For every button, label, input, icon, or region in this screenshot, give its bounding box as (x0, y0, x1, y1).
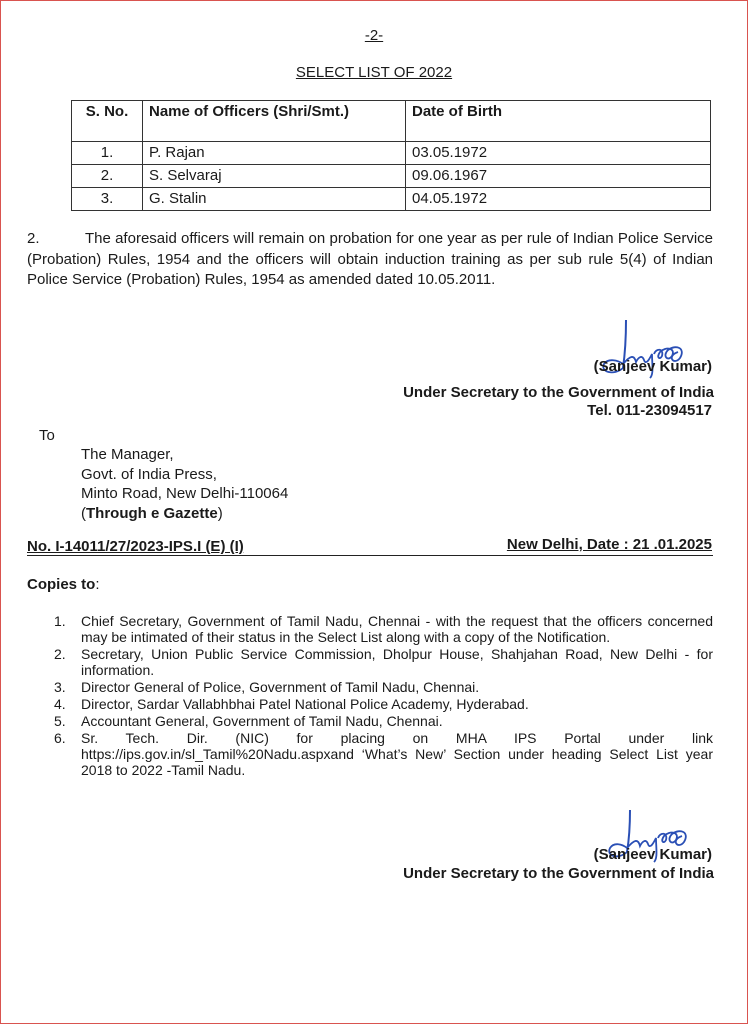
cell-dob: 09.06.1967 (406, 165, 711, 188)
header-sno: S. No. (72, 101, 143, 142)
cell-name: G. Stalin (143, 188, 406, 211)
reference-place-date: New Delhi, Date : 21 .01.2025 (506, 536, 712, 553)
addressee-line: Minto Road, New Delhi-110064 (81, 485, 289, 502)
table-header-row (72, 101, 711, 142)
to-label: To (39, 427, 55, 444)
list-item: 3. Director General of Police, Government of Tamil Nadu, Chennai. (54, 679, 480, 695)
select-list-table (71, 100, 711, 211)
probation-paragraph (27, 229, 713, 291)
list-item: 6. Sr. Tech. Dir. (NIC) for placing on MHA IPS Portal under link https://ips.gov.in/sl_Tamil%20Nadu.aspxand ‘What’s New’ Section under heading Select List year 2018 to 2022 -Tamil Nadu. (54, 730, 713, 778)
list-item: 1. Chief Secretary, Government of Tamil Nadu, Chennai - with the request that the officers concerned may be intimated of their status in the Select List along with a copy of the Notification. (54, 613, 713, 645)
page-number: -2- (364, 27, 384, 44)
signatory-name-1: (Sanjeev Kumar) (593, 358, 712, 375)
paragraph-text: The aforesaid officers will remain on probation for one year as per rule of Indian Police Service (Probation) Rules, 1954 and the officers will obtain induction training as per sub rule 5(4) of Indian Police Service (Probation) Rules, 1954 as amended dated 10.05.2011. (27, 230, 713, 288)
table-row (72, 188, 711, 211)
header-dob: Date of Birth (406, 101, 711, 142)
addressee-via: (Through e Gazette) (81, 504, 223, 522)
signatory-designation-1: Under Secretary to the Government of India (403, 384, 714, 401)
addressee-line: The Manager, (81, 446, 174, 463)
addressee-line: Govt. of India Press, (81, 465, 217, 483)
list-item: 5. Accountant General, Government of Tamil Nadu, Chennai. (54, 713, 443, 729)
cell-sno: 3. (72, 188, 143, 211)
cell-name: P. Rajan (143, 142, 406, 165)
reference-number: No. I-14011/27/2023-IPS.I (E) (I) (27, 538, 244, 555)
paragraph-number: 2. (27, 230, 40, 247)
table-row (72, 142, 711, 165)
list-item: 4. Director, Sardar Vallabhbhai Patel National Police Academy, Hyderabad. (54, 696, 529, 712)
document-title: SELECT LIST OF 2022 (295, 64, 453, 81)
reference-underline (27, 555, 713, 556)
copies-to-label: Copies to: (27, 576, 100, 593)
table-row (72, 165, 711, 188)
cell-dob: 03.05.1972 (406, 142, 711, 165)
addressee-block (81, 445, 288, 523)
cell-dob: 04.05.1972 (406, 188, 711, 211)
list-item: 2. Secretary, Union Public Service Commission, Dholpur House, Shahjahan Road, New Delhi - for information. (54, 646, 713, 678)
signatory-designation-2: Under Secretary to the Government of India (403, 865, 714, 882)
signatory-tel: Tel. 011-23094517 (587, 402, 712, 419)
copies-list (27, 613, 713, 779)
cell-sno: 2. (72, 165, 143, 188)
cell-sno: 1. (72, 142, 143, 165)
header-name: Name of Officers (Shri/Smt.) (143, 101, 406, 142)
signatory-name-2: (Sanjeev Kumar) (593, 846, 712, 863)
cell-name: S. Selvaraj (143, 165, 406, 188)
